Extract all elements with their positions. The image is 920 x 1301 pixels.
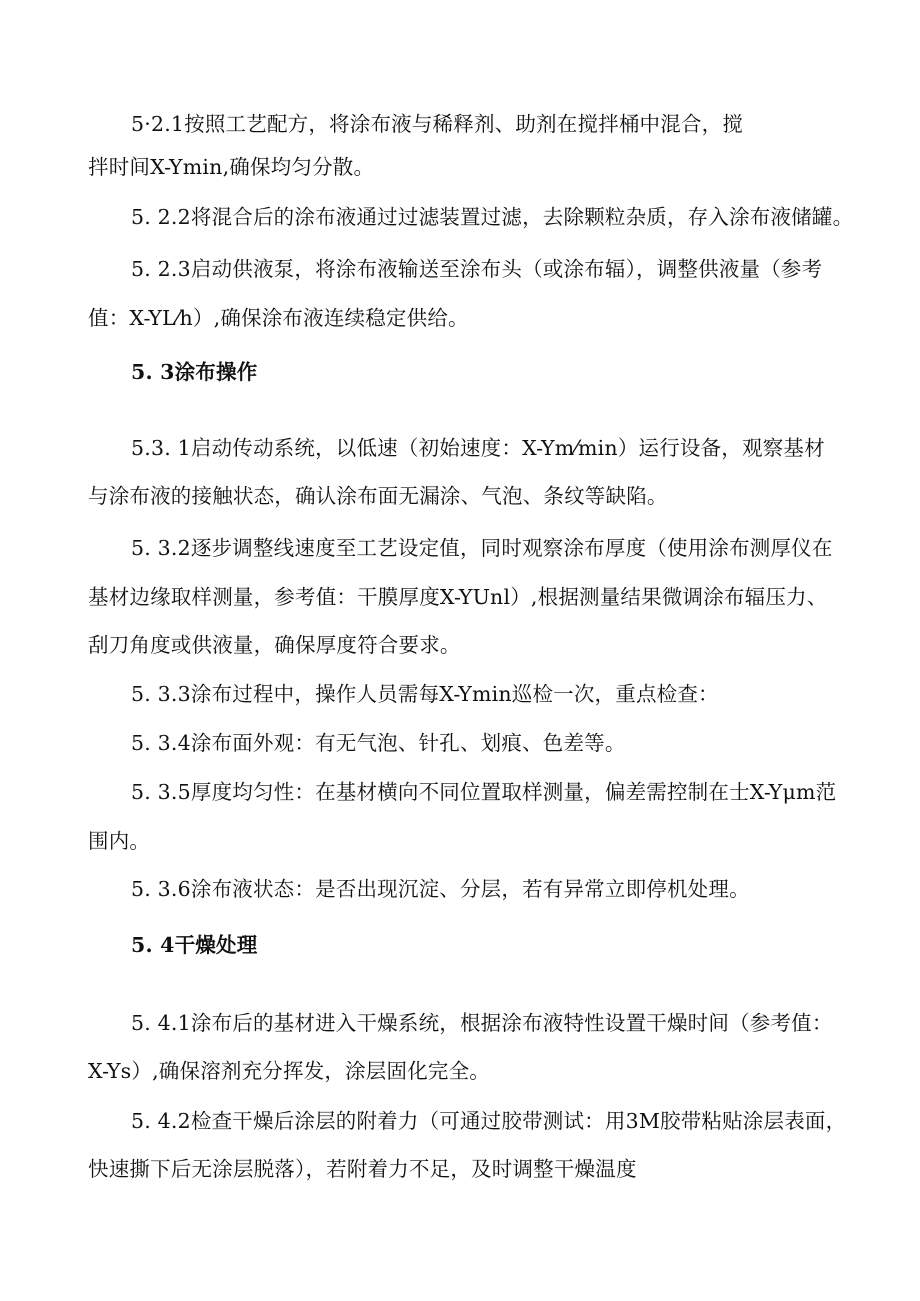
paragraph-line: 5. 3.5厚度均匀性：在基材横向不同位置取样测量，偏差需控制在士X-Yμm范 [131, 780, 837, 804]
paragraph-line: 围内。 [88, 829, 151, 853]
paragraph-line: 5. 2.2将混合后的涂布液通过过滤装置过滤，去除颗粒杂质，存入涂布液储罐。 [131, 205, 854, 229]
paragraph-line: 5. 3.4涂布面外观：有无气泡、针孔、划痕、色差等。 [131, 731, 626, 755]
paragraph-line: X-Ys）,确保溶剂充分挥发，涂层固化完全。 [88, 1059, 491, 1083]
paragraph-line: 5. 3.2逐步调整线速度至工艺设定值，同时观察涂布厚度（使用涂布测厚仪在 [131, 536, 833, 560]
paragraph-line: 拌时间X-Ymin,确保均匀分散。 [88, 155, 375, 179]
paragraph-line: 5. 3.3涂布过程中，操作人员需每X-Ymin巡检一次，重点检查： [131, 682, 719, 706]
paragraph-line: 5·2.1按照工艺配方，将涂布液与稀释剂、助剂在搅拌桶中混合，搅 [131, 112, 744, 136]
paragraph-line: 刮刀角度或供液量，确保厚度符合要求。 [88, 633, 461, 657]
paragraph-line: 5.3. 1启动传动系统，以低速（初始速度：X-Ym⁄min）运行设备，观察基材 [131, 436, 825, 460]
paragraph-line: 基材边缘取样测量，参考值：干膜厚度X-YUnl）,根据测量结果微调涂布辐压力、 [88, 585, 828, 609]
paragraph-line: 5. 2.3启动供液泵，将涂布液输送至涂布头（或涂布辐），调整供液量（参考 [131, 257, 823, 281]
section-heading: 5. 3涂布操作 [131, 360, 258, 384]
paragraph-line: 5. 4.2检查干燥后涂层的附着力（可通过胶带测试：用3M胶带粘贴涂层表面， [131, 1109, 847, 1133]
paragraph-line: 快速撕下后无涂层脱落），若附着力不足，及时调整干燥温度 [88, 1157, 637, 1181]
paragraph-line: 5. 3.6涂布液状态：是否出现沉淀、分层，若有异常立即停机处理。 [131, 877, 750, 901]
paragraph-line: 值：X-YL⁄h）,确保涂布液连续稳定供给。 [88, 306, 469, 330]
paragraph-line: 5. 4.1涂布后的基材进入干燥系统，根据涂布液特性设置干燥时间（参考值： [131, 1011, 833, 1035]
paragraph-line: 与涂布液的接触状态，确认涂布面无漏涂、气泡、条纹等缺陷。 [88, 484, 668, 508]
section-heading: 5. 4干燥处理 [131, 933, 258, 957]
